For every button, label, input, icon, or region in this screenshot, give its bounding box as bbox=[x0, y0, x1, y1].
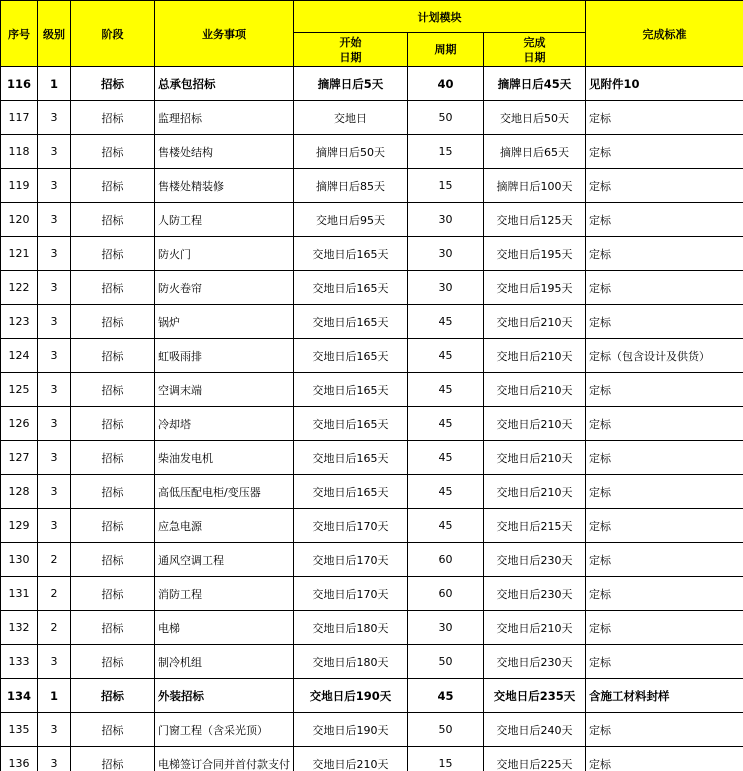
cell-standard[interactable]: 定标 bbox=[586, 407, 743, 441]
header-start-line1: 开始 bbox=[339, 35, 362, 49]
cell-finish[interactable]: 交地日后240天 bbox=[484, 713, 586, 747]
header-standard: 完成标准 bbox=[586, 1, 743, 67]
cell-standard[interactable]: 定标 bbox=[586, 611, 743, 645]
cell-start[interactable]: 交地日后180天 bbox=[294, 611, 408, 645]
cell-period[interactable]: 15 bbox=[408, 135, 484, 169]
cell-stage[interactable]: 招标 bbox=[71, 373, 155, 407]
cell-seq[interactable]: 134 bbox=[1, 679, 38, 713]
cell-stage[interactable]: 招标 bbox=[71, 475, 155, 509]
cell-stage[interactable]: 招标 bbox=[71, 509, 155, 543]
cell-seq[interactable]: 131 bbox=[1, 577, 38, 611]
cell-task[interactable]: 应急电源 bbox=[155, 509, 294, 543]
cell-period[interactable]: 45 bbox=[408, 339, 484, 373]
cell-start[interactable]: 交地日后165天 bbox=[294, 475, 408, 509]
cell-start[interactable]: 交地日后165天 bbox=[294, 237, 408, 271]
cell-finish[interactable]: 交地日后210天 bbox=[484, 305, 586, 339]
cell-start[interactable]: 交地日后170天 bbox=[294, 543, 408, 577]
cell-start[interactable]: 交地日后170天 bbox=[294, 509, 408, 543]
cell-seq[interactable]: 136 bbox=[1, 747, 38, 771]
table-body bbox=[1, 67, 743, 771]
header-start-line2: 日期 bbox=[339, 50, 362, 64]
cell-finish[interactable]: 交地日后195天 bbox=[484, 237, 586, 271]
table-row[interactable] bbox=[1, 305, 743, 339]
cell-stage[interactable]: 招标 bbox=[71, 237, 155, 271]
cell-standard[interactable]: 定标 bbox=[586, 169, 743, 203]
cell-task[interactable]: 外装招标 bbox=[155, 679, 294, 713]
cell-finish[interactable]: 交地日后195天 bbox=[484, 271, 586, 305]
cell-stage[interactable]: 招标 bbox=[71, 577, 155, 611]
cell-seq[interactable]: 122 bbox=[1, 271, 38, 305]
cell-finish[interactable]: 交地日后125天 bbox=[484, 203, 586, 237]
cell-level[interactable]: 3 bbox=[38, 713, 71, 747]
cell-period[interactable]: 60 bbox=[408, 543, 484, 577]
table-row[interactable] bbox=[1, 475, 743, 509]
header-period: 周期 bbox=[408, 33, 484, 67]
cell-start[interactable]: 交地日后165天 bbox=[294, 271, 408, 305]
cell-standard[interactable]: 定标 bbox=[586, 645, 743, 679]
cell-finish[interactable]: 交地日后210天 bbox=[484, 407, 586, 441]
cell-level[interactable]: 3 bbox=[38, 237, 71, 271]
cell-finish[interactable]: 交地日后225天 bbox=[484, 747, 586, 771]
cell-standard[interactable]: 定标 bbox=[586, 577, 743, 611]
header-level: 级别 bbox=[38, 1, 71, 67]
cell-level[interactable]: 3 bbox=[38, 305, 71, 339]
table-row[interactable] bbox=[1, 373, 743, 407]
cell-task[interactable]: 监理招标 bbox=[155, 101, 294, 135]
cell-finish[interactable]: 交地日后230天 bbox=[484, 543, 586, 577]
cell-task[interactable]: 门窗工程（含采光顶） bbox=[155, 713, 294, 747]
cell-standard[interactable]: 定标 bbox=[586, 475, 743, 509]
cell-period[interactable]: 40 bbox=[408, 67, 484, 101]
cell-period[interactable]: 15 bbox=[408, 747, 484, 771]
table-row[interactable] bbox=[1, 577, 743, 611]
cell-start[interactable]: 交地日后165天 bbox=[294, 373, 408, 407]
cell-finish[interactable]: 交地日后210天 bbox=[484, 441, 586, 475]
cell-finish[interactable]: 摘牌日后100天 bbox=[484, 169, 586, 203]
cell-finish[interactable]: 交地日后210天 bbox=[484, 373, 586, 407]
cell-period[interactable]: 45 bbox=[408, 407, 484, 441]
table-row[interactable] bbox=[1, 407, 743, 441]
cell-seq[interactable]: 121 bbox=[1, 237, 38, 271]
cell-level[interactable]: 1 bbox=[38, 67, 71, 101]
cell-task[interactable]: 电梯签订合同并首付款支付 bbox=[155, 747, 294, 771]
cell-start[interactable]: 摘牌日后85天 bbox=[294, 169, 408, 203]
cell-task[interactable]: 人防工程 bbox=[155, 203, 294, 237]
cell-seq[interactable]: 128 bbox=[1, 475, 38, 509]
cell-task[interactable]: 锅炉 bbox=[155, 305, 294, 339]
cell-task[interactable]: 空调末端 bbox=[155, 373, 294, 407]
table-row[interactable] bbox=[1, 271, 743, 305]
header-start-date bbox=[294, 33, 408, 67]
cell-period[interactable]: 45 bbox=[408, 475, 484, 509]
cell-level[interactable]: 3 bbox=[38, 203, 71, 237]
cell-level[interactable]: 3 bbox=[38, 407, 71, 441]
cell-period[interactable]: 45 bbox=[408, 373, 484, 407]
cell-level[interactable]: 2 bbox=[38, 577, 71, 611]
cell-level[interactable]: 3 bbox=[38, 747, 71, 771]
cell-task[interactable]: 防火门 bbox=[155, 237, 294, 271]
cell-period[interactable]: 60 bbox=[408, 577, 484, 611]
cell-start[interactable]: 摘牌日后50天 bbox=[294, 135, 408, 169]
cell-stage[interactable]: 招标 bbox=[71, 135, 155, 169]
cell-start[interactable]: 交地日 bbox=[294, 101, 408, 135]
cell-start[interactable]: 交地日后170天 bbox=[294, 577, 408, 611]
cell-stage[interactable]: 招标 bbox=[71, 67, 155, 101]
cell-stage[interactable]: 招标 bbox=[71, 645, 155, 679]
cell-stage[interactable]: 招标 bbox=[71, 339, 155, 373]
cell-level[interactable]: 2 bbox=[38, 543, 71, 577]
cell-task[interactable]: 消防工程 bbox=[155, 577, 294, 611]
cell-seq[interactable]: 124 bbox=[1, 339, 38, 373]
table-row[interactable] bbox=[1, 67, 743, 101]
cell-task[interactable]: 售楼处结构 bbox=[155, 135, 294, 169]
cell-start[interactable]: 交地日后210天 bbox=[294, 747, 408, 771]
cell-period[interactable]: 30 bbox=[408, 203, 484, 237]
cell-level[interactable]: 3 bbox=[38, 441, 71, 475]
cell-stage[interactable]: 招标 bbox=[71, 543, 155, 577]
cell-level[interactable]: 2 bbox=[38, 611, 71, 645]
cell-stage[interactable]: 招标 bbox=[71, 203, 155, 237]
cell-standard[interactable]: 含施工材料封样 bbox=[586, 679, 743, 713]
cell-seq[interactable]: 130 bbox=[1, 543, 38, 577]
cell-level[interactable]: 3 bbox=[38, 509, 71, 543]
cell-task[interactable]: 防火卷帘 bbox=[155, 271, 294, 305]
cell-period[interactable]: 50 bbox=[408, 101, 484, 135]
cell-period[interactable]: 15 bbox=[408, 169, 484, 203]
table-row[interactable] bbox=[1, 509, 743, 543]
cell-task[interactable]: 通风空调工程 bbox=[155, 543, 294, 577]
cell-start[interactable]: 交地日后165天 bbox=[294, 339, 408, 373]
table-row[interactable] bbox=[1, 543, 743, 577]
cell-task[interactable]: 高低压配电柜/变压器 bbox=[155, 475, 294, 509]
cell-period[interactable]: 50 bbox=[408, 713, 484, 747]
cell-standard[interactable]: 定标 bbox=[586, 441, 743, 475]
cell-period[interactable]: 50 bbox=[408, 645, 484, 679]
cell-seq[interactable]: 117 bbox=[1, 101, 38, 135]
cell-standard[interactable]: 定标 bbox=[586, 271, 743, 305]
cell-start[interactable]: 交地日后165天 bbox=[294, 441, 408, 475]
cell-period[interactable]: 30 bbox=[408, 271, 484, 305]
cell-period[interactable]: 45 bbox=[408, 305, 484, 339]
table-header bbox=[1, 1, 743, 67]
cell-standard[interactable]: 定标 bbox=[586, 373, 743, 407]
table-row[interactable] bbox=[1, 645, 743, 679]
cell-standard[interactable]: 定标 bbox=[586, 305, 743, 339]
cell-task[interactable]: 柴油发电机 bbox=[155, 441, 294, 475]
cell-level[interactable]: 3 bbox=[38, 169, 71, 203]
cell-seq[interactable]: 132 bbox=[1, 611, 38, 645]
header-plan-module: 计划模块 bbox=[294, 1, 586, 33]
cell-seq[interactable]: 118 bbox=[1, 135, 38, 169]
cell-seq[interactable]: 116 bbox=[1, 67, 38, 101]
table-row[interactable] bbox=[1, 611, 743, 645]
cell-finish[interactable]: 交地日后230天 bbox=[484, 645, 586, 679]
cell-level[interactable]: 3 bbox=[38, 475, 71, 509]
cell-seq[interactable]: 123 bbox=[1, 305, 38, 339]
table-row[interactable] bbox=[1, 169, 743, 203]
cell-standard[interactable]: 定标 bbox=[586, 135, 743, 169]
cell-stage[interactable]: 招标 bbox=[71, 305, 155, 339]
cell-standard[interactable]: 定标 bbox=[586, 543, 743, 577]
cell-level[interactable]: 3 bbox=[38, 645, 71, 679]
cell-stage[interactable]: 招标 bbox=[71, 169, 155, 203]
cell-finish[interactable]: 交地日后215天 bbox=[484, 509, 586, 543]
cell-period[interactable]: 30 bbox=[408, 237, 484, 271]
cell-seq[interactable]: 126 bbox=[1, 407, 38, 441]
cell-stage[interactable]: 招标 bbox=[71, 611, 155, 645]
cell-standard[interactable]: 见附件10 bbox=[586, 67, 743, 101]
header-task: 业务事项 bbox=[155, 1, 294, 67]
cell-start[interactable]: 摘牌日后5天 bbox=[294, 67, 408, 101]
cell-task[interactable]: 虹吸雨排 bbox=[155, 339, 294, 373]
table-row[interactable] bbox=[1, 441, 743, 475]
header-seq: 序号 bbox=[1, 1, 38, 67]
cell-stage[interactable]: 招标 bbox=[71, 747, 155, 771]
cell-standard[interactable]: 定标 bbox=[586, 101, 743, 135]
cell-finish[interactable]: 交地日后50天 bbox=[484, 101, 586, 135]
cell-task[interactable]: 冷却塔 bbox=[155, 407, 294, 441]
cell-start[interactable]: 交地日后180天 bbox=[294, 645, 408, 679]
cell-standard[interactable]: 定标 bbox=[586, 747, 743, 771]
table-row[interactable] bbox=[1, 339, 743, 373]
cell-period[interactable]: 45 bbox=[408, 509, 484, 543]
cell-level[interactable]: 3 bbox=[38, 373, 71, 407]
cell-standard[interactable]: 定标（包含设计及供货） bbox=[586, 339, 743, 373]
cell-stage[interactable]: 招标 bbox=[71, 441, 155, 475]
header-finish-date bbox=[484, 33, 586, 67]
cell-stage[interactable]: 招标 bbox=[71, 271, 155, 305]
cell-start[interactable]: 交地日后165天 bbox=[294, 407, 408, 441]
cell-finish[interactable]: 交地日后210天 bbox=[484, 339, 586, 373]
cell-seq[interactable]: 120 bbox=[1, 203, 38, 237]
cell-period[interactable]: 30 bbox=[408, 611, 484, 645]
cell-seq[interactable]: 119 bbox=[1, 169, 38, 203]
cell-start[interactable]: 交地日后190天 bbox=[294, 713, 408, 747]
cell-level[interactable]: 1 bbox=[38, 679, 71, 713]
cell-finish[interactable]: 交地日后210天 bbox=[484, 611, 586, 645]
cell-level[interactable]: 3 bbox=[38, 339, 71, 373]
cell-seq[interactable]: 135 bbox=[1, 713, 38, 747]
cell-period[interactable]: 45 bbox=[408, 679, 484, 713]
cell-finish[interactable]: 交地日后230天 bbox=[484, 577, 586, 611]
cell-finish[interactable]: 摘牌日后65天 bbox=[484, 135, 586, 169]
cell-level[interactable]: 3 bbox=[38, 271, 71, 305]
cell-start[interactable]: 交地日后95天 bbox=[294, 203, 408, 237]
cell-stage[interactable]: 招标 bbox=[71, 407, 155, 441]
table-row[interactable] bbox=[1, 101, 743, 135]
table-row[interactable] bbox=[1, 747, 743, 771]
cell-seq[interactable]: 127 bbox=[1, 441, 38, 475]
table-row[interactable] bbox=[1, 713, 743, 747]
cell-seq[interactable]: 129 bbox=[1, 509, 38, 543]
cell-task[interactable]: 总承包招标 bbox=[155, 67, 294, 101]
cell-seq[interactable]: 125 bbox=[1, 373, 38, 407]
cell-finish[interactable]: 交地日后210天 bbox=[484, 475, 586, 509]
cell-standard[interactable]: 定标 bbox=[586, 203, 743, 237]
cell-finish[interactable]: 交地日后235天 bbox=[484, 679, 586, 713]
cell-period[interactable]: 45 bbox=[408, 441, 484, 475]
table-row[interactable] bbox=[1, 237, 743, 271]
cell-stage[interactable]: 招标 bbox=[71, 713, 155, 747]
cell-standard[interactable]: 定标 bbox=[586, 237, 743, 271]
cell-standard[interactable]: 定标 bbox=[586, 509, 743, 543]
header-finish-line1: 完成 bbox=[523, 35, 546, 49]
table-row[interactable] bbox=[1, 203, 743, 237]
header-finish-line2: 日期 bbox=[523, 50, 546, 64]
cell-finish[interactable]: 摘牌日后45天 bbox=[484, 67, 586, 101]
table-row[interactable] bbox=[1, 679, 743, 713]
cell-start[interactable]: 交地日后190天 bbox=[294, 679, 408, 713]
cell-level[interactable]: 3 bbox=[38, 101, 71, 135]
table-row[interactable] bbox=[1, 135, 743, 169]
cell-start[interactable]: 交地日后165天 bbox=[294, 305, 408, 339]
cell-level[interactable]: 3 bbox=[38, 135, 71, 169]
header-stage: 阶段 bbox=[71, 1, 155, 67]
cell-stage[interactable]: 招标 bbox=[71, 679, 155, 713]
cell-task[interactable]: 售楼处精装修 bbox=[155, 169, 294, 203]
cell-task[interactable]: 制冷机组 bbox=[155, 645, 294, 679]
cell-task[interactable]: 电梯 bbox=[155, 611, 294, 645]
cell-stage[interactable]: 招标 bbox=[71, 101, 155, 135]
cell-standard[interactable]: 定标 bbox=[586, 713, 743, 747]
cell-seq[interactable]: 133 bbox=[1, 645, 38, 679]
